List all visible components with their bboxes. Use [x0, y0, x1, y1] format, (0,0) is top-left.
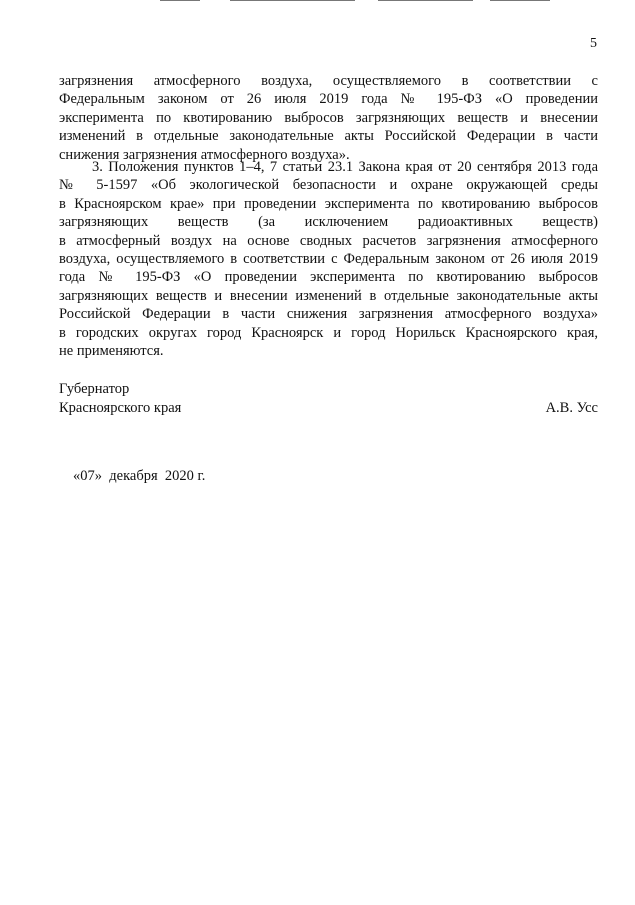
- paragraph-line: № 5-1597 «Об экологической безопасности и охране окружающей среды: [59, 177, 598, 194]
- signatory-region: Красноярского края: [59, 400, 182, 416]
- paragraph-line: загрязняющих веществ (за исключением радиоактивных веществ): [59, 214, 598, 231]
- paragraph-line: в Красноярском крае» при проведении эксперимента по квотированию выбросов: [59, 195, 598, 212]
- top-edge-rule: [160, 0, 200, 1]
- paragraph-line: загрязняющих веществ и внесении изменений в отдельные законодательные акты: [59, 287, 598, 304]
- top-edge-rule: [230, 0, 355, 1]
- paragraph-line: загрязнения атмосферного воздуха, осуществляемого в соответствии с: [59, 73, 598, 89]
- paragraph-line: воздуха, осуществляемого в соответствии с Федеральным законом от 26 июля 2019: [59, 250, 598, 267]
- paragraph-continuation: [59, 72, 598, 164]
- signature-block: [59, 380, 598, 418]
- paragraph-line: эксперимента по квотированию выбросов загрязняющих веществ и внесении: [59, 109, 598, 126]
- signatory-name: А.В. Усс: [545, 400, 598, 416]
- top-edge-rule: [490, 0, 550, 1]
- top-edge-rule: [378, 0, 473, 1]
- paragraph-3: [59, 158, 598, 360]
- paragraph-line: года № 195-ФЗ «О проведении эксперимента по квотированию выбросов: [59, 269, 598, 286]
- signatory-title: Губернатор: [59, 381, 130, 397]
- paragraph-line: Федеральным законом от 26 июля 2019 года № 195-ФЗ «О проведении: [59, 91, 598, 108]
- paragraph-line: в городских округах город Красноярск и город Норильск Красноярского края,: [59, 324, 598, 341]
- paragraph-line: изменений в отдельные законодательные акты Российской Федерации в части: [59, 128, 598, 145]
- paragraph-line: 3. Положения пунктов 1–4, 7 статьи 23.1 Закона края от 20 сентября 2013 года: [92, 159, 598, 175]
- page-number: 5: [590, 36, 597, 51]
- document-date: «07» декабря 2020 г.: [73, 468, 206, 484]
- paragraph-line: в атмосферный воздух на основе сводных расчетов загрязнения атмосферного: [59, 232, 598, 249]
- paragraph-line: снижения загрязнения атмосферного воздуха».: [59, 146, 350, 163]
- paragraph-line: не применяются.: [59, 342, 164, 359]
- paragraph-line: Российской Федерации в части снижения загрязнения атмосферного воздуха»: [59, 306, 598, 323]
